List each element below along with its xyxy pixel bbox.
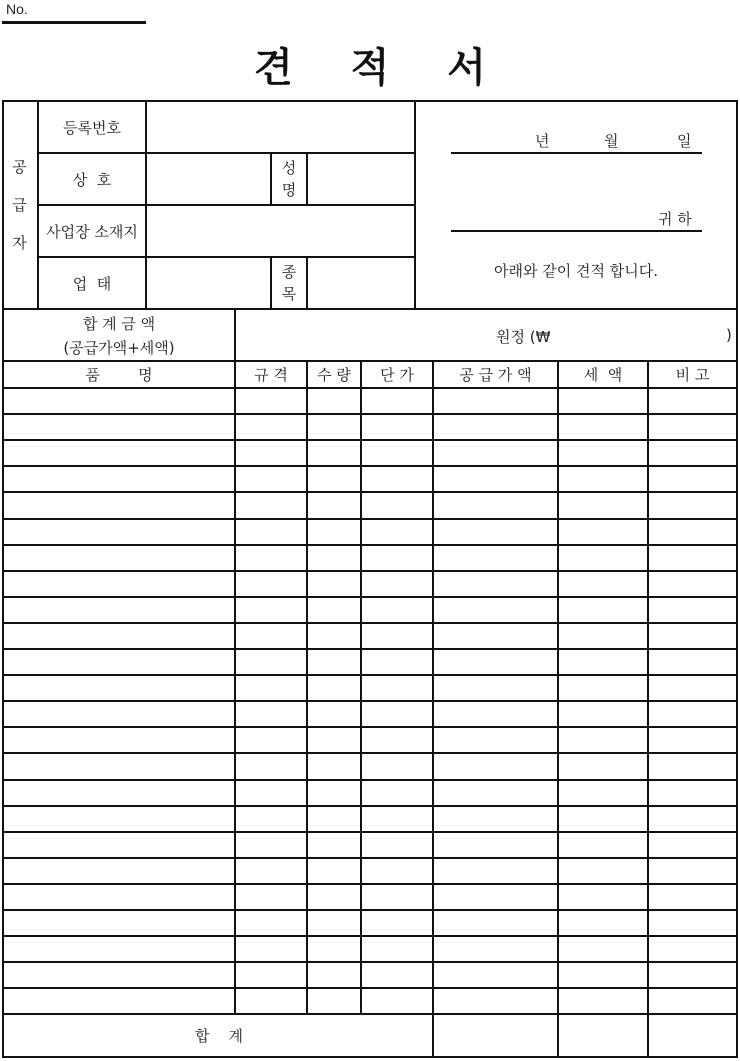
- cell-supply-amount[interactable]: [434, 546, 557, 570]
- cell-spec[interactable]: [236, 415, 306, 439]
- cell-supply-amount[interactable]: [434, 885, 557, 909]
- cell-unit-price[interactable]: [362, 467, 432, 491]
- cell-unit-price[interactable]: [362, 702, 432, 726]
- date-month-label: 월: [604, 132, 619, 150]
- cell-spec[interactable]: [236, 859, 306, 883]
- supplier-side-char: 자: [12, 234, 27, 252]
- cell-item-name[interactable]: [4, 415, 234, 439]
- cell-item-name[interactable]: [4, 963, 234, 987]
- cell-item-name[interactable]: [4, 650, 234, 674]
- date-day-label: 일: [677, 132, 692, 150]
- reg-no-label: 등록번호: [63, 118, 121, 137]
- cell-unit-price[interactable]: [362, 441, 432, 465]
- cell-unit-price[interactable]: [362, 493, 432, 517]
- recipient-name-field[interactable]: [451, 230, 702, 232]
- cell-remarks[interactable]: [649, 467, 736, 491]
- cell-unit-price[interactable]: [362, 520, 432, 544]
- cell-tax[interactable]: [559, 441, 647, 465]
- estimate-statement: 아래와 같이 견적 합니다.: [494, 262, 658, 280]
- cell-spec[interactable]: [236, 754, 306, 778]
- cell-item-name[interactable]: [4, 546, 234, 570]
- cell-tax[interactable]: [559, 520, 647, 544]
- cell-spec[interactable]: [236, 833, 306, 857]
- items-total-label: 합 계: [194, 1026, 244, 1045]
- cell-remarks[interactable]: [649, 807, 736, 831]
- column-header-item-name: 품 명: [85, 366, 153, 384]
- cell-remarks[interactable]: [649, 754, 736, 778]
- cell-unit-price[interactable]: [362, 650, 432, 674]
- cell-item-name[interactable]: [4, 676, 234, 700]
- cell-item-name[interactable]: [4, 833, 234, 857]
- cell-remarks[interactable]: [649, 728, 736, 752]
- cell-unit-price[interactable]: [362, 885, 432, 909]
- cell-supply-amount[interactable]: [434, 702, 557, 726]
- column-header-remarks: 비 고: [675, 366, 710, 384]
- business-item-field[interactable]: [308, 258, 414, 308]
- total-remarks-field[interactable]: [649, 1014, 736, 1056]
- cell-supply-amount[interactable]: [434, 937, 557, 961]
- cell-unit-price[interactable]: [362, 781, 432, 805]
- cell-quantity[interactable]: [308, 572, 360, 596]
- cell-supply-amount[interactable]: [434, 572, 557, 596]
- cell-spec[interactable]: [236, 520, 306, 544]
- cell-spec[interactable]: [236, 546, 306, 570]
- cell-supply-amount[interactable]: [434, 911, 557, 935]
- cell-unit-price[interactable]: [362, 598, 432, 622]
- cell-tax[interactable]: [559, 572, 647, 596]
- cell-remarks[interactable]: [649, 650, 736, 674]
- cell-tax[interactable]: [559, 833, 647, 857]
- cell-spec[interactable]: [236, 781, 306, 805]
- cell-spec[interactable]: [236, 702, 306, 726]
- cell-quantity[interactable]: [308, 467, 360, 491]
- cell-tax[interactable]: [559, 807, 647, 831]
- cell-tax[interactable]: [559, 598, 647, 622]
- cell-unit-price[interactable]: [362, 833, 432, 857]
- cell-supply-amount[interactable]: [434, 467, 557, 491]
- cell-remarks[interactable]: [649, 937, 736, 961]
- cell-supply-amount[interactable]: [434, 598, 557, 622]
- cell-supply-amount[interactable]: [434, 676, 557, 700]
- document-number-field[interactable]: [2, 21, 146, 24]
- date-year-label: 년: [535, 132, 550, 150]
- cell-item-name[interactable]: [4, 989, 234, 1013]
- cell-item-name[interactable]: [4, 441, 234, 465]
- honorific-label: 귀 하: [658, 210, 692, 228]
- cell-remarks[interactable]: [649, 493, 736, 517]
- date-field[interactable]: [451, 152, 702, 154]
- cell-unit-price[interactable]: [362, 754, 432, 778]
- cell-remarks[interactable]: [649, 676, 736, 700]
- cell-item-name[interactable]: [4, 624, 234, 648]
- cell-tax[interactable]: [559, 989, 647, 1013]
- business-item-label: [272, 258, 306, 308]
- supplier-side-char: 급: [12, 196, 27, 214]
- cell-spec[interactable]: [236, 441, 306, 465]
- cell-item-name[interactable]: [4, 598, 234, 622]
- cell-supply-amount[interactable]: [434, 859, 557, 883]
- cell-unit-price[interactable]: [362, 572, 432, 596]
- column-header-unit-price: 단 가: [380, 366, 414, 384]
- cell-spec[interactable]: [236, 624, 306, 648]
- cell-supply-amount[interactable]: [434, 807, 557, 831]
- cell-remarks[interactable]: [649, 624, 736, 648]
- page-title: 견 적 서: [254, 45, 508, 91]
- cell-spec[interactable]: [236, 572, 306, 596]
- cell-tax[interactable]: [559, 624, 647, 648]
- column-header-supply-amount: 공 급 가 액: [459, 366, 532, 384]
- cell-quantity[interactable]: [308, 963, 360, 987]
- cell-supply-amount[interactable]: [434, 781, 557, 805]
- cell-remarks[interactable]: [649, 833, 736, 857]
- cell-quantity[interactable]: [308, 441, 360, 465]
- cell-item-name[interactable]: [4, 859, 234, 883]
- cell-quantity[interactable]: [308, 937, 360, 961]
- cell-tax[interactable]: [559, 781, 647, 805]
- cell-unit-price[interactable]: [362, 415, 432, 439]
- cell-tax[interactable]: [559, 389, 647, 413]
- total-amount-field[interactable]: [555, 316, 725, 354]
- cell-item-name[interactable]: [4, 572, 234, 596]
- cell-tax[interactable]: [559, 911, 647, 935]
- cell-quantity[interactable]: [308, 598, 360, 622]
- cell-tax[interactable]: [559, 546, 647, 570]
- cell-item-name[interactable]: [4, 493, 234, 517]
- cell-item-name[interactable]: [4, 702, 234, 726]
- label-char: 목: [281, 285, 297, 303]
- cell-remarks[interactable]: [649, 989, 736, 1013]
- business-type-label: 업 태: [72, 274, 112, 293]
- cell-quantity[interactable]: [308, 859, 360, 883]
- column-header-quantity: 수 량: [317, 366, 351, 384]
- cell-supply-amount[interactable]: [434, 989, 557, 1013]
- cell-item-name[interactable]: [4, 937, 234, 961]
- cell-tax[interactable]: [559, 676, 647, 700]
- cell-unit-price[interactable]: [362, 911, 432, 935]
- frame-bottom: [2, 1056, 738, 1058]
- total-amount-label: [4, 310, 234, 361]
- cell-item-name[interactable]: [4, 911, 234, 935]
- document-number-label: No.: [6, 1, 28, 17]
- cell-spec[interactable]: [236, 598, 306, 622]
- label-char: 종: [281, 263, 297, 281]
- cell-quantity[interactable]: [308, 807, 360, 831]
- cell-remarks[interactable]: [649, 389, 736, 413]
- cell-tax[interactable]: [559, 493, 647, 517]
- cell-tax[interactable]: [559, 963, 647, 987]
- cell-spec[interactable]: [236, 493, 306, 517]
- cell-remarks[interactable]: [649, 598, 736, 622]
- cell-spec[interactable]: [236, 389, 306, 413]
- cell-unit-price[interactable]: [362, 389, 432, 413]
- total-tax-field[interactable]: [559, 1014, 648, 1056]
- cell-quantity[interactable]: [308, 911, 360, 935]
- cell-quantity[interactable]: [308, 676, 360, 700]
- cell-item-name[interactable]: [4, 781, 234, 805]
- column-header-tax: 세 액: [583, 366, 623, 384]
- cell-item-name[interactable]: [4, 885, 234, 909]
- cell-spec[interactable]: [236, 963, 306, 987]
- cell-quantity[interactable]: [308, 624, 360, 648]
- cell-remarks[interactable]: [649, 911, 736, 935]
- supplier-side-char: 공: [12, 158, 27, 176]
- cell-quantity[interactable]: [308, 833, 360, 857]
- cell-supply-amount[interactable]: [434, 650, 557, 674]
- cell-unit-price[interactable]: [362, 807, 432, 831]
- cell-tax[interactable]: [559, 415, 647, 439]
- cell-unit-price[interactable]: [362, 624, 432, 648]
- cell-quantity[interactable]: [308, 702, 360, 726]
- reg-no-field[interactable]: [147, 102, 414, 152]
- column-header-spec: 규 격: [254, 366, 288, 384]
- cell-spec[interactable]: [236, 937, 306, 961]
- total-amount-label-line2: (공급가액+세액): [63, 338, 175, 357]
- cell-supply-amount[interactable]: [434, 624, 557, 648]
- frame-right: [736, 100, 738, 1058]
- company-field[interactable]: [147, 154, 270, 204]
- cell-quantity[interactable]: [308, 389, 360, 413]
- cell-spec[interactable]: [236, 728, 306, 752]
- cell-supply-amount[interactable]: [434, 754, 557, 778]
- representative-name-label: [272, 154, 306, 204]
- cell-supply-amount[interactable]: [434, 963, 557, 987]
- cell-spec[interactable]: [236, 807, 306, 831]
- cell-remarks[interactable]: [649, 781, 736, 805]
- cell-unit-price[interactable]: [362, 963, 432, 987]
- cell-remarks[interactable]: [649, 885, 736, 909]
- cell-tax[interactable]: [559, 650, 647, 674]
- cell-quantity[interactable]: [308, 989, 360, 1013]
- cell-item-name[interactable]: [4, 807, 234, 831]
- cell-quantity[interactable]: [308, 493, 360, 517]
- cell-item-name[interactable]: [4, 467, 234, 491]
- cell-remarks[interactable]: [649, 572, 736, 596]
- label-char: 명: [281, 181, 297, 199]
- total-amount-label-line1: 합 계 금 액: [82, 314, 156, 333]
- supplier-side-label: [2, 102, 37, 308]
- cell-item-name[interactable]: [4, 520, 234, 544]
- cell-spec[interactable]: [236, 885, 306, 909]
- cell-remarks[interactable]: [649, 520, 736, 544]
- cell-supply-amount[interactable]: [434, 493, 557, 517]
- cell-remarks[interactable]: [649, 859, 736, 883]
- cell-spec[interactable]: [236, 911, 306, 935]
- representative-name-field[interactable]: [308, 154, 414, 204]
- cell-remarks[interactable]: [649, 963, 736, 987]
- address-label: 사업장 소재지: [46, 222, 138, 241]
- cell-spec[interactable]: [236, 467, 306, 491]
- cell-unit-price[interactable]: [362, 728, 432, 752]
- cell-unit-price[interactable]: [362, 676, 432, 700]
- cell-supply-amount[interactable]: [434, 520, 557, 544]
- cell-supply-amount[interactable]: [434, 441, 557, 465]
- total-supply-amount-field[interactable]: [434, 1014, 558, 1056]
- cell-spec[interactable]: [236, 989, 306, 1013]
- cell-unit-price[interactable]: [362, 859, 432, 883]
- cell-tax[interactable]: [559, 754, 647, 778]
- cell-unit-price[interactable]: [362, 546, 432, 570]
- cell-supply-amount[interactable]: [434, 833, 557, 857]
- business-type-field[interactable]: [147, 258, 270, 308]
- total-amount-prefix: 원정 (₩: [496, 328, 551, 346]
- cell-tax[interactable]: [559, 937, 647, 961]
- cell-tax[interactable]: [559, 702, 647, 726]
- cell-tax[interactable]: [559, 859, 647, 883]
- cell-quantity[interactable]: [308, 754, 360, 778]
- cell-remarks[interactable]: [649, 415, 736, 439]
- cell-unit-price[interactable]: [362, 937, 432, 961]
- cell-quantity[interactable]: [308, 650, 360, 674]
- cell-quantity[interactable]: [308, 415, 360, 439]
- total-amount-suffix: ): [726, 326, 732, 344]
- cell-tax[interactable]: [559, 728, 647, 752]
- cell-quantity[interactable]: [308, 885, 360, 909]
- cell-spec[interactable]: [236, 650, 306, 674]
- cell-remarks[interactable]: [649, 546, 736, 570]
- cell-remarks[interactable]: [649, 441, 736, 465]
- cell-supply-amount[interactable]: [434, 728, 557, 752]
- address-field[interactable]: [147, 206, 414, 256]
- company-label: 상 호: [72, 170, 112, 189]
- cell-tax[interactable]: [559, 885, 647, 909]
- cell-quantity[interactable]: [308, 546, 360, 570]
- cell-remarks[interactable]: [649, 702, 736, 726]
- cell-supply-amount[interactable]: [434, 389, 557, 413]
- cell-unit-price[interactable]: [362, 989, 432, 1013]
- cell-quantity[interactable]: [308, 728, 360, 752]
- cell-item-name[interactable]: [4, 728, 234, 752]
- cell-quantity[interactable]: [308, 520, 360, 544]
- cell-item-name[interactable]: [4, 389, 234, 413]
- cell-supply-amount[interactable]: [434, 415, 557, 439]
- cell-spec[interactable]: [236, 676, 306, 700]
- cell-item-name[interactable]: [4, 754, 234, 778]
- cell-quantity[interactable]: [308, 781, 360, 805]
- label-char: 성: [281, 159, 297, 177]
- cell-tax[interactable]: [559, 467, 647, 491]
